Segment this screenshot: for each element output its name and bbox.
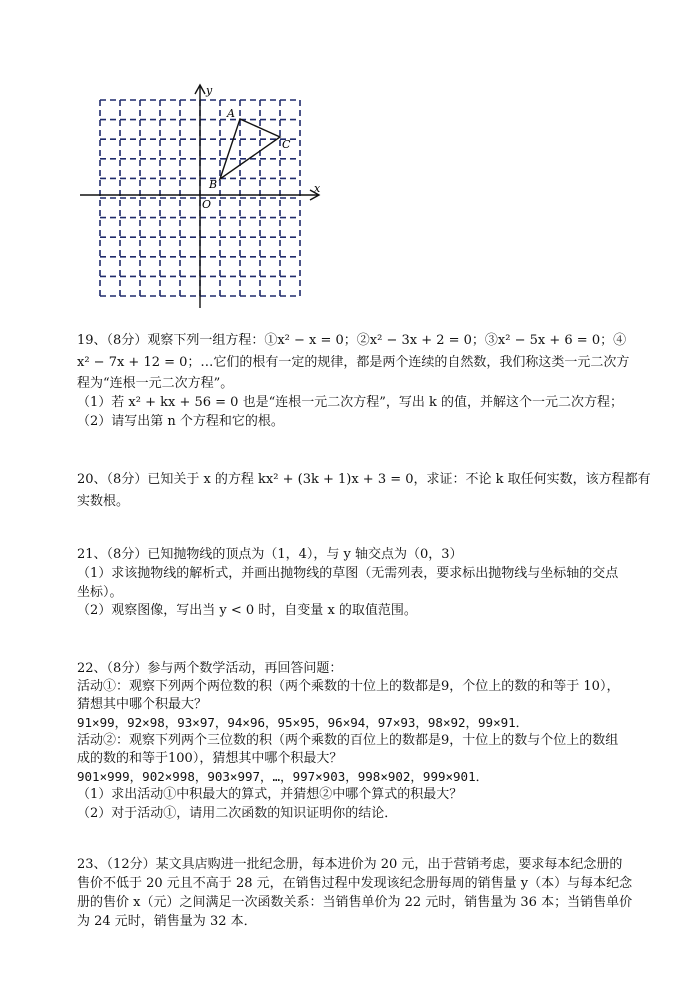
q19-line-1: 19、（8分）观察下列一组方程：①x² − x = 0；②x² − 3x + 2 = 0；③x² − 5x + 6 = 0；④: [77, 333, 627, 348]
coordinate-grid-figure: [78, 82, 328, 312]
q19-part-2: （2）请写出第 n 个方程和它的根。: [77, 414, 284, 429]
point-c-label: C: [282, 138, 291, 151]
q19-part-1: （1）若 x² + kx + 56 = 0 也是“连根一元二次方程”，写出 k 的值，并解这个一元二次方程；: [77, 395, 624, 410]
q23-line-2: 售价不低于 20 元且不高于 28 元，在销售过程中发现该纪念册每周的销售量 y（本）与每本纪念: [77, 876, 633, 891]
q22-activity-1b: 猜想其中哪个积最大？: [77, 697, 208, 712]
q22-part-1: （1）求出活动①中积最大的算式，并猜想②中哪个算式的积最大？: [77, 787, 463, 802]
q22-activity-1: 活动①：观察下列两个两位数的积（两个乘数的十位上的数都是9，个位上的数的和等于 10），: [77, 679, 620, 694]
q23-line-4: 为 24 元时，销售量为 32 本．: [77, 914, 257, 929]
q23-line-1: 23、（12分）某文具店购进一批纪念册，每本进价为 20 元，出于营销考虑，要求每本纪念册的: [77, 857, 623, 872]
q21-part-1b: 坐标）。: [77, 585, 123, 600]
point-b-label: B: [209, 178, 218, 191]
q19-line-2: x² − 7x + 12 = 0；…它们的根有一定的规律，都是两个连续的自然数，我们称这类一元二次方: [77, 355, 630, 370]
q22-activity-2: 活动②：观察下列两个三位数的积（两个乘数的百位上的数都是9，十位上的数与个位上的数组: [77, 733, 619, 748]
q22-line-1: 22、（8分）参与两个数学活动，再回答问题：: [77, 661, 343, 676]
q20-line-1: 20、（8分）已知关于 x 的方程 kx² + (3k + 1)x + 3 = 0，求证：不论 k 取任何实数，该方程都有: [77, 472, 651, 487]
point-a-label: A: [227, 107, 235, 120]
q21-line-1: 21、（8分）已知抛物线的顶点为（1，4），与 y 轴交点为（0，3）: [77, 547, 463, 562]
q21-part-1a: （1）求该抛物线的解析式，并画出抛物线的草图（无需列表，要求标出抛物线与坐标轴的交点: [77, 566, 619, 581]
q22-activity-1-products: 91×99，92×98，93×97，94×96，95×95，96×94，97×93，98×92，99×91．: [77, 715, 529, 730]
q20-line-2: 实数根。: [77, 494, 130, 509]
q21-part-2: （2）观察图像，写出当 y < 0 时，自变量 x 的取值范围。: [77, 603, 417, 618]
triangle-abc: [220, 119, 280, 179]
q22-activity-2-products: 901×999，902×998，903×997，…，997×903，998×902，999×901．: [77, 769, 489, 784]
q22-activity-2b: 成的数的和等于100），猜想其中哪个积最大？: [77, 751, 343, 766]
origin-label: O: [202, 198, 212, 211]
q22-part-2: （2）对于活动①，请用二次函数的知识证明你的结论．: [77, 806, 398, 821]
q19-line-3: 程为“连根一元二次方程”。: [77, 376, 234, 391]
axes: [80, 85, 319, 308]
x-axis-label: x: [314, 182, 321, 195]
y-axis-label: y: [206, 84, 213, 97]
q23-line-3: 册的售价 x（元）之间满足一次函数关系：当销售单价为 22 元时，销售量为 36 本；当销售单价: [77, 895, 633, 910]
